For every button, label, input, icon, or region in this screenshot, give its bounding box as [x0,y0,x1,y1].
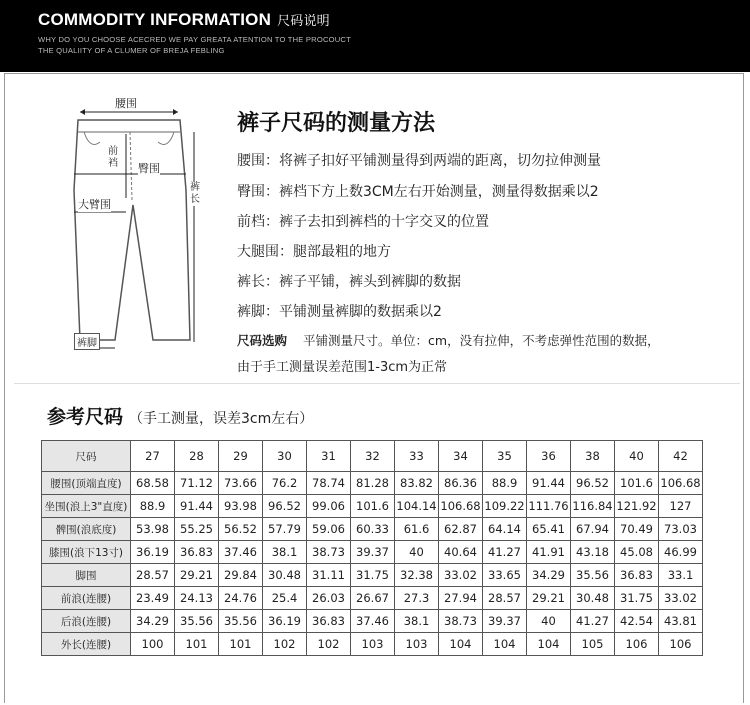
table-cell: 43.81 [659,610,703,633]
table-cell: 111.76 [527,495,571,518]
table-row-label: 坐围(浪上3"直度) [42,495,131,518]
table-cell: 83.82 [395,472,439,495]
table-cell: 38.1 [263,541,307,564]
table-cell: 38.73 [307,541,351,564]
table-cell: 59.06 [307,518,351,541]
table-cell: 106.68 [439,495,483,518]
measurement-line-leg-opening: 裤脚：平铺测量裤脚的数据乘以2 [237,304,442,320]
table-cell: 86.36 [439,472,483,495]
table-cell: 102 [263,633,307,656]
table-cell: 73.66 [219,472,263,495]
table-row-label: 腰围(顶端直度) [42,472,131,495]
header-subtitle-1: WHY DO YOU CHOOSE ACECRED WE PAY GREATA ATENTION TO THE PROCOUCT [38,35,351,44]
table-cell: 31.11 [307,564,351,587]
table-cell: 33.1 [659,564,703,587]
table-cell: 103 [395,633,439,656]
table-cell: 26.67 [351,587,395,610]
header-title-en: COMMODITY INFORMATION [38,10,272,29]
measurement-line-thigh: 大腿围：腿部最粗的地方 [237,244,391,260]
table-cell: 37.46 [219,541,263,564]
table-header-size: 27 [131,441,175,472]
table-cell: 102 [307,633,351,656]
table-cell: 60.33 [351,518,395,541]
table-row-label: 髀围(浪底度) [42,518,131,541]
table-cell: 41.91 [527,541,571,564]
table-cell: 106.68 [659,472,703,495]
table-cell: 26.03 [307,587,351,610]
table-row [42,495,703,518]
table-row [42,564,703,587]
table-cell: 106 [659,633,703,656]
table-cell: 55.25 [175,518,219,541]
table-cell: 29.84 [219,564,263,587]
table-cell: 57.79 [263,518,307,541]
table-cell: 56.52 [219,518,263,541]
table-cell: 70.49 [615,518,659,541]
table-cell: 78.74 [307,472,351,495]
table-cell: 99.06 [307,495,351,518]
table-row [42,587,703,610]
pants-outline-image [60,90,210,360]
table-row-label: 脚围 [42,564,131,587]
hip-label: 臀围 [138,162,160,175]
table-cell: 27.3 [395,587,439,610]
measurement-line-hip: 臀围：裤档下方上数3CM左右开始测量，测量得数据乘以2 [237,184,599,200]
table-cell: 37.46 [351,610,395,633]
table-row-label: 膝围(浪下13寸) [42,541,131,564]
table-cell: 68.58 [131,472,175,495]
section-divider [14,383,740,384]
table-cell: 40 [395,541,439,564]
table-cell: 104 [483,633,527,656]
table-cell: 127 [659,495,703,518]
table-header-size: 40 [615,441,659,472]
measurement-line-front-rise: 前档：裤子去扣到裤档的十字交叉的位置 [237,214,489,230]
table-cell: 116.84 [571,495,615,518]
table-cell: 121.92 [615,495,659,518]
table-cell: 67.94 [571,518,615,541]
table-cell: 25.4 [263,587,307,610]
header-subtitle-2: THE QUALIITY OF A CLUMER OF BREJA FEBLING [38,46,225,55]
table-cell: 32.38 [395,564,439,587]
table-cell: 36.19 [131,541,175,564]
table-cell: 105 [571,633,615,656]
table-cell: 23.49 [131,587,175,610]
table-cell: 38.73 [439,610,483,633]
table-header-size: 35 [483,441,527,472]
table-row [42,518,703,541]
table-cell: 100 [131,633,175,656]
table-cell: 96.52 [571,472,615,495]
table-cell: 36.83 [615,564,659,587]
table-cell: 46.99 [659,541,703,564]
table-row-label: 外长(连腰) [42,633,131,656]
note-label: 尺码选购 [237,333,288,348]
table-header-size: 31 [307,441,351,472]
table-cell: 41.27 [483,541,527,564]
table-cell: 35.56 [571,564,615,587]
table-cell: 35.56 [219,610,263,633]
table-cell: 101 [175,633,219,656]
waist-label: 腰围 [115,97,137,110]
header-title-cn: 尺码说明 [277,13,330,28]
table-cell: 24.76 [219,587,263,610]
table-cell: 36.83 [175,541,219,564]
table-cell: 35.56 [175,610,219,633]
table-cell: 64.14 [483,518,527,541]
table-cell: 101.6 [615,472,659,495]
table-cell: 45.08 [615,541,659,564]
table-header-size: 42 [659,441,703,472]
table-cell: 31.75 [351,564,395,587]
table-cell: 30.48 [571,587,615,610]
reference-title [47,402,313,429]
table-header-size: 32 [351,441,395,472]
table-header-size: 34 [439,441,483,472]
reference-subtitle: （手工测量，误差3cm左右） [129,411,314,427]
table-header-size: 30 [263,441,307,472]
table-cell: 40.64 [439,541,483,564]
table-cell: 31.75 [615,587,659,610]
leg-opening-label: 裤脚 [74,333,100,350]
table-cell: 24.13 [175,587,219,610]
table-row [42,472,703,495]
table-cell: 43.18 [571,541,615,564]
table-header-size: 38 [571,441,615,472]
table-cell: 42.54 [615,610,659,633]
table-cell: 106 [615,633,659,656]
table-cell: 40 [527,610,571,633]
table-cell: 30.48 [263,564,307,587]
table-cell: 38.1 [395,610,439,633]
table-cell: 81.28 [351,472,395,495]
table-cell: 109.22 [483,495,527,518]
table-cell: 53.98 [131,518,175,541]
table-header-label: 尺码 [42,441,131,472]
size-table [41,440,703,656]
table-cell: 91.44 [527,472,571,495]
header-title [38,10,330,30]
measurement-note-2: 由于手工测量误差范围1-3cm为正常 [237,360,448,375]
table-cell: 71.12 [175,472,219,495]
reference-title-text: 参考尺码 [47,406,124,428]
table-header-size: 28 [175,441,219,472]
table-cell: 28.57 [483,587,527,610]
table-cell: 73.03 [659,518,703,541]
table-cell: 33.02 [659,587,703,610]
table-cell: 101.6 [351,495,395,518]
table-row-label: 后浪(连腰) [42,610,131,633]
header-bar [0,0,750,72]
table-cell: 36.83 [307,610,351,633]
table-cell: 104 [439,633,483,656]
front-rise-label: 前裆 [108,146,118,169]
table-cell: 27.94 [439,587,483,610]
table-cell: 41.27 [571,610,615,633]
length-label: 裤长 [190,182,200,205]
table-row [42,633,703,656]
table-cell: 39.37 [351,541,395,564]
table-cell: 104.14 [395,495,439,518]
measurement-line-waist: 腰围：将裤子扣好平铺测量得到两端的距离，切勿拉伸测量 [237,153,601,169]
table-row-label: 前浪(连腰) [42,587,131,610]
measurement-line-length: 裤长：裤子平铺，裤头到裤脚的数据 [237,274,461,290]
table-cell: 93.98 [219,495,263,518]
table-cell: 33.02 [439,564,483,587]
table-cell: 29.21 [175,564,219,587]
pants-diagram [60,90,210,360]
table-cell: 61.6 [395,518,439,541]
table-cell: 28.57 [131,564,175,587]
table-cell: 96.52 [263,495,307,518]
table-cell: 101 [219,633,263,656]
table-cell: 88.9 [483,472,527,495]
table-cell: 34.29 [527,564,571,587]
table-cell: 104 [527,633,571,656]
table-header-row [42,441,703,472]
table-cell: 34.29 [131,610,175,633]
table-header-size: 33 [395,441,439,472]
table-cell: 62.87 [439,518,483,541]
table-cell: 36.19 [263,610,307,633]
table-cell: 33.65 [483,564,527,587]
table-cell: 65.41 [527,518,571,541]
table-cell: 76.2 [263,472,307,495]
table-header-size: 36 [527,441,571,472]
table-cell: 29.21 [527,587,571,610]
table-row [42,541,703,564]
table-cell: 88.9 [131,495,175,518]
thigh-label: 大臂围 [78,198,111,211]
measurement-note [237,331,660,349]
table-row [42,610,703,633]
measurement-heading: 裤子尺码的测量方法 [237,111,436,136]
table-cell: 103 [351,633,395,656]
note-text: 平铺测量尺寸。单位：cm，没有拉伸，不考虑弹性范围的数据， [303,333,660,348]
table-header-size: 29 [219,441,263,472]
table-cell: 91.44 [175,495,219,518]
table-cell: 39.37 [483,610,527,633]
